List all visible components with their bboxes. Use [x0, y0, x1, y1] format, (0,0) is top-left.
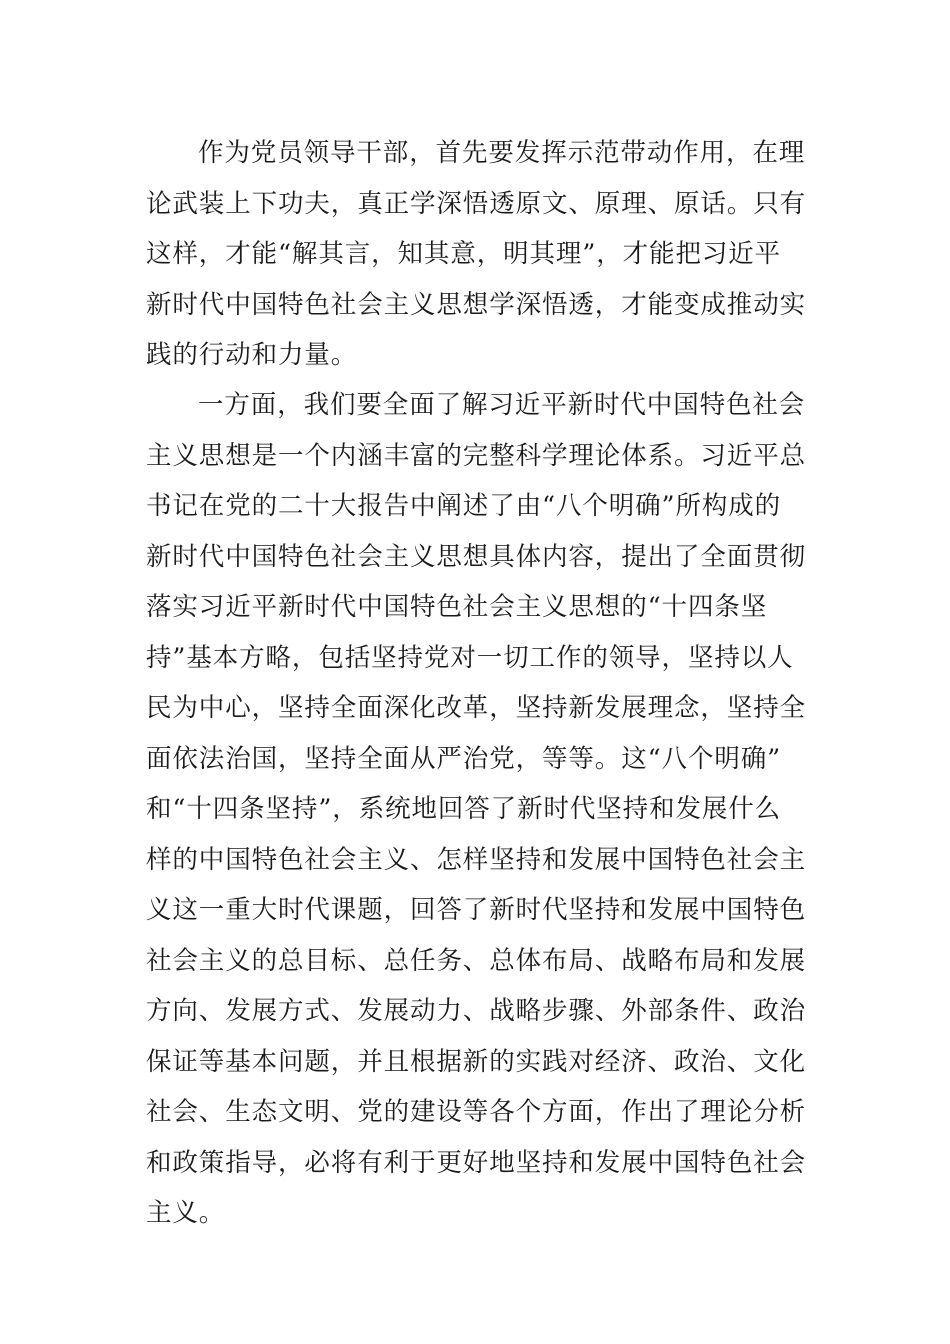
paragraph-line: 这样，才能“解其言，知其意，明其理”，才能把习近平 [146, 239, 782, 269]
paragraph-line: 社会、生态文明、党的建设等各个方面，作出了理论分析 [146, 1097, 807, 1127]
paragraph-line: 主义。 [146, 1198, 226, 1228]
paragraph-line: 作为党员领导干部，首先要发挥示范带动作用，在理 [198, 138, 806, 168]
paragraph-line: 新时代中国特色社会主义思想学深悟透，才能变成推动实 [146, 289, 807, 320]
paragraph-line: 保证等基本问题，并且根据新的实践对经济、政治、文化 [146, 1046, 807, 1077]
paragraph-line: 新时代中国特色社会主义思想具体内容，提出了全面贯彻 [146, 541, 807, 572]
paragraph-line: 一方面，我们要全面了解习近平新时代中国特色社会 [198, 390, 806, 420]
paragraph-line: 和“十四条坚持”，系统地回答了新时代坚持和发展什么 [146, 794, 782, 824]
paragraph-line: 方向、发展方式、发展动力、战略步骤、外部条件、政治 [146, 996, 807, 1026]
paragraph-line: 样的中国特色社会主义、怎样坚持和发展中国特色社会主 [146, 844, 807, 875]
paragraph-line: 和政策指导，必将有利于更好地坚持和发展中国特色社会 [146, 1147, 807, 1178]
paragraph-line: 论武装上下功夫，真正学深悟透原文、原理、原话。只有 [146, 188, 807, 219]
paragraph-line: 社会主义的总目标、总任务、总体布局、战略布局和发展 [146, 945, 807, 976]
paragraph-line: 民为中心，坚持全面深化改革，坚持新发展理念，坚持全 [146, 693, 807, 723]
paragraph-line: 书记在党的二十大报告中阐述了由“八个明确”所构成的 [146, 491, 782, 521]
paragraph-1 [146, 128, 816, 381]
paragraph-line: 义这一重大时代课题，回答了新时代坚持和发展中国特色 [146, 895, 807, 925]
paragraph-line: 持”基本方略，包括坚持党对一切工作的领导，坚持以人 [146, 642, 794, 673]
paragraph-line: 落实习近平新时代中国特色社会主义思想的“十四条坚 [146, 592, 768, 622]
paragraph-line: 践的行动和力量。 [146, 340, 358, 370]
paragraph-line: 主义思想是一个内涵丰富的完整科学理论体系。习近平总 [146, 440, 807, 471]
paragraph-2 [146, 380, 816, 1239]
paragraph-line: 面依法治国，坚持全面从严治党，等等。这“八个明确” [146, 743, 782, 774]
